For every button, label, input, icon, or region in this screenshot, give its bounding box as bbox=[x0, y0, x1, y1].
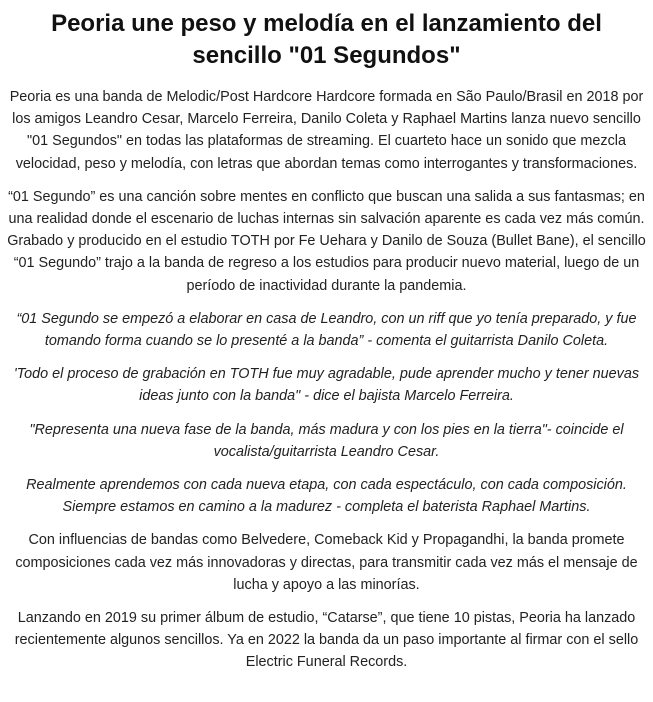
paragraph-song-description: “01 Segundo” es una canción sobre mentes en conflicto que buscan una salida a sus fantasmas; en una realidad donde el escenario de luchas internas sin salvación aparente es cada vez más común. Grabado y producido en el estudio TOTH por Fe Uehara y Danilo de Souza (Bullet Bane), el sencillo “01 Segundo” trajo a la banda de regreso a los estudios para producir nuevo material, luego de un período de inactividad durante la pandemia. bbox=[7, 188, 646, 294]
paragraph-influences: Con influencias de bandas como Belvedere, Comeback Kid y Propagandhi, la banda promete composiciones cada vez más innovadoras y directas, para transmitir cada vez más el mensaje de lucha y apoyo a las minorías. bbox=[15, 532, 638, 593]
quote-marcelo-ferreira: 'Todo el proceso de grabación en TOTH fue muy agradable, pude aprender mucho y tener nuevas ideas junto con la banda" - dice el bajista Marcelo Ferreira. bbox=[13, 366, 640, 405]
quote-danilo-coleta: “01 Segundo se empezó a elaborar en casa de Leandro, con un riff que yo tenía preparado, y fue tomando forma cuando se lo presenté a la banda” - comenta el guitarrista Danilo Coleta. bbox=[16, 310, 637, 350]
paragraph-intro: Peoria es una banda de Melodic/Post Hardcore Hardcore formada en São Paulo/Brasil en 2018 por los amigos Leandro Cesar, Marcelo Ferreira, Danilo Coleta y Raphael Martins lanza nuevo sencillo "01 Segundos" en todas las plataformas de streaming. El cuarteto hace un sonido que mezcla velocidad, peso y melodía, con letras que abordan temas como interrogantes y transformaciones. bbox=[9, 89, 644, 172]
quote-raphael-martins: Realmente aprendemos con cada nueva etapa, con cada espectáculo, con cada composición. Siempre estamos en camino a la madurez - completa el baterista Raphael Martins. bbox=[26, 477, 627, 516]
paragraph-discography: Lanzando en 2019 su primer álbum de estudio, “Catarse”, que tiene 10 pistas, Peoria ha lanzado recientemente algunos sencillos. Ya en 2022 la banda da un paso importante al firmar con el sello Electric Funeral Records. bbox=[14, 610, 639, 671]
quote-leandro-cesar: "Representa una nueva fase de la banda, más madura y con los pies en la tierra"- coincide el vocalista/guitarrista Leandro Cesar. bbox=[29, 421, 624, 460]
article-title: Peoria une peso y melodía en el lanzamiento del sencillo "01 Segundos" bbox=[51, 10, 602, 69]
